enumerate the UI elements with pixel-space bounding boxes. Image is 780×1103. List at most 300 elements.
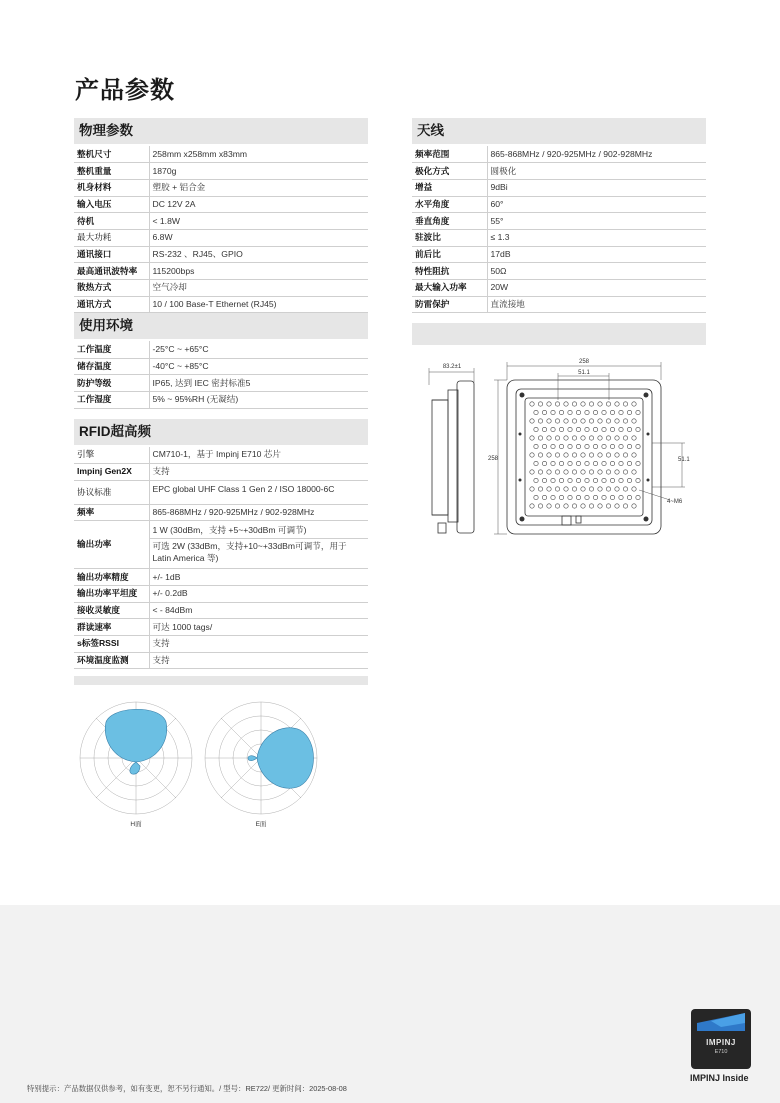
radome-dot bbox=[589, 419, 593, 423]
spec-row bbox=[74, 463, 368, 480]
radome-dot bbox=[564, 504, 568, 508]
radome-dot bbox=[619, 478, 623, 482]
radome-dot bbox=[606, 504, 610, 508]
spec-row bbox=[412, 246, 706, 263]
spec-value: 支持 bbox=[149, 652, 368, 669]
spec-value: +/- 0.2dB bbox=[149, 585, 368, 602]
spec-row bbox=[74, 652, 368, 669]
radome-dot bbox=[636, 410, 640, 414]
spec-row bbox=[74, 163, 368, 180]
radome-dot bbox=[627, 495, 631, 499]
spec-value: EPC global UHF Class 1 Gen 2 / ISO 18000-6C bbox=[149, 480, 368, 504]
radome-dot bbox=[602, 410, 606, 414]
spec-row bbox=[74, 391, 368, 408]
spec-value: ≤ 1.3 bbox=[487, 229, 706, 246]
spec-key: 特性阻抗 bbox=[412, 263, 487, 280]
radome-dot bbox=[534, 495, 538, 499]
h-plane-back-lobe bbox=[130, 762, 140, 774]
spec-row bbox=[412, 296, 706, 313]
radome-dot bbox=[585, 410, 589, 414]
radome-dot bbox=[547, 436, 551, 440]
radome-dot bbox=[593, 495, 597, 499]
radome-dot bbox=[636, 461, 640, 465]
radome-dot bbox=[576, 427, 580, 431]
spec-row bbox=[74, 480, 368, 504]
radome-dot bbox=[581, 402, 585, 406]
radome-dot bbox=[610, 495, 614, 499]
radome-dot bbox=[542, 461, 546, 465]
radome-dot bbox=[568, 461, 572, 465]
radome-dot bbox=[627, 461, 631, 465]
spec-row bbox=[412, 280, 706, 297]
radome-dot bbox=[627, 410, 631, 414]
radome-dot bbox=[615, 487, 619, 491]
radome-dot bbox=[585, 495, 589, 499]
radome-dot bbox=[547, 504, 551, 508]
radome-dot bbox=[564, 419, 568, 423]
spec-value: 6.8W bbox=[149, 229, 368, 246]
dim-depth-label: 83.2±1 bbox=[442, 364, 462, 370]
spec-key: 增益 bbox=[412, 179, 487, 196]
radome-dot bbox=[610, 444, 614, 448]
spec-key: 群读速率 bbox=[74, 619, 149, 636]
spec-key: 输出功率精度 bbox=[74, 569, 149, 586]
section-header-antenna: 天线 bbox=[412, 118, 706, 144]
radome-dot bbox=[576, 478, 580, 482]
radome-dot bbox=[530, 453, 534, 457]
spec-row bbox=[74, 229, 368, 246]
spec-row bbox=[74, 179, 368, 196]
spec-value: 10 / 100 Base-T Ethernet (RJ45) bbox=[149, 296, 368, 313]
spec-row bbox=[74, 504, 368, 521]
radome-dot bbox=[572, 470, 576, 474]
e-plane-main-lobe bbox=[257, 728, 314, 789]
section-header-rfid: RFID超高频 bbox=[74, 419, 368, 445]
radome-dot bbox=[623, 402, 627, 406]
radome-dot bbox=[547, 419, 551, 423]
radome-dot bbox=[585, 444, 589, 448]
radome-dot bbox=[551, 427, 555, 431]
radome-dot bbox=[610, 427, 614, 431]
spec-row bbox=[74, 196, 368, 213]
radome-dot bbox=[619, 461, 623, 465]
radome-dot bbox=[547, 470, 551, 474]
spec-row bbox=[74, 213, 368, 230]
spec-key: 散热方式 bbox=[74, 280, 149, 297]
h-plane-pattern bbox=[80, 702, 192, 814]
radome-dot bbox=[593, 478, 597, 482]
spec-key: 协议标准 bbox=[74, 480, 149, 504]
radome-dot bbox=[547, 402, 551, 406]
radome-dot bbox=[581, 453, 585, 457]
spec-value: 空气冷却 bbox=[149, 280, 368, 297]
spec-key: 输出功率 bbox=[74, 521, 149, 569]
radome-dot bbox=[627, 478, 631, 482]
dim-side-label: 51.1 bbox=[678, 457, 690, 463]
radome-dot bbox=[564, 402, 568, 406]
radome-dot bbox=[551, 410, 555, 414]
radome-dot bbox=[581, 436, 585, 440]
radome-dot bbox=[534, 410, 538, 414]
radome-dot bbox=[568, 410, 572, 414]
radome-dot bbox=[602, 495, 606, 499]
spec-key: 工作湿度 bbox=[74, 391, 149, 408]
radome-dot bbox=[623, 487, 627, 491]
spec-key: 最大输入功率 bbox=[412, 280, 487, 297]
radome-dot bbox=[534, 478, 538, 482]
radome-dot bbox=[632, 436, 636, 440]
spec-key: 输出功率平坦度 bbox=[74, 585, 149, 602]
radome-dot bbox=[589, 436, 593, 440]
radome-dot bbox=[593, 427, 597, 431]
radome-dot bbox=[602, 427, 606, 431]
spec-value: -40°C ~ +85°C bbox=[149, 358, 368, 375]
dim-height-label: 258 bbox=[488, 456, 499, 462]
radome-dot bbox=[606, 419, 610, 423]
radome-dot bbox=[559, 461, 563, 465]
spec-row bbox=[412, 229, 706, 246]
chip-caption: IMPINJ Inside bbox=[690, 1073, 749, 1083]
spec-row bbox=[74, 635, 368, 652]
h-plane-label: H面 bbox=[130, 821, 142, 828]
spec-key: 最高通讯波特率 bbox=[74, 263, 149, 280]
spec-key: 频率 bbox=[74, 504, 149, 521]
radome-dot bbox=[593, 461, 597, 465]
spec-key: 前后比 bbox=[412, 246, 487, 263]
spec-row bbox=[74, 146, 368, 163]
radome-dot bbox=[576, 444, 580, 448]
spec-key: 垂直角度 bbox=[412, 213, 487, 230]
radome-dot bbox=[572, 504, 576, 508]
radome-dot bbox=[636, 427, 640, 431]
radome-dot bbox=[559, 427, 563, 431]
radome-dot bbox=[581, 487, 585, 491]
rfid-spec-table bbox=[74, 447, 368, 670]
radome-dot bbox=[598, 504, 602, 508]
chip-model: E710 bbox=[714, 1049, 728, 1055]
radome-dot bbox=[542, 410, 546, 414]
radome-dot bbox=[572, 402, 576, 406]
spec-value: 圆极化 bbox=[487, 163, 706, 180]
radome-dot bbox=[623, 419, 627, 423]
radome-dot bbox=[632, 419, 636, 423]
radome-dot bbox=[632, 487, 636, 491]
radome-dot bbox=[598, 419, 602, 423]
spec-key: 驻波比 bbox=[412, 229, 487, 246]
radome-dot bbox=[572, 487, 576, 491]
radome-dot bbox=[598, 402, 602, 406]
spec-key: 输入电压 bbox=[74, 196, 149, 213]
h-plane-main-lobe bbox=[105, 709, 167, 762]
radome-dot bbox=[534, 461, 538, 465]
spec-row bbox=[74, 296, 368, 313]
radome-dot bbox=[538, 436, 542, 440]
spec-value: 865-868MHz / 920-925MHz / 902-928MHz bbox=[487, 146, 706, 163]
right-column bbox=[412, 118, 706, 345]
radome-dot bbox=[576, 495, 580, 499]
spec-row bbox=[74, 375, 368, 392]
radome-dot bbox=[547, 487, 551, 491]
antenna-spec-table bbox=[412, 146, 706, 313]
radome-dot bbox=[559, 444, 563, 448]
spec-key: 机身材料 bbox=[74, 179, 149, 196]
chip-blue-graphic bbox=[691, 1009, 751, 1033]
radome-dot bbox=[585, 478, 589, 482]
radome-dot bbox=[606, 436, 610, 440]
spec-row bbox=[74, 585, 368, 602]
radome-dot bbox=[615, 470, 619, 474]
radome-dot bbox=[564, 453, 568, 457]
radome-dot bbox=[602, 444, 606, 448]
spec-value: 5% ~ 95%RH (无凝结) bbox=[149, 391, 368, 408]
radome-dot bbox=[555, 453, 559, 457]
radome-dot bbox=[538, 402, 542, 406]
radome-dot bbox=[551, 495, 555, 499]
spec-row bbox=[74, 358, 368, 375]
spec-key: 整机尺寸 bbox=[74, 146, 149, 163]
chip-brand: IMPINJ bbox=[706, 1038, 736, 1047]
radome-dot bbox=[559, 410, 563, 414]
section-footer-bar bbox=[74, 676, 368, 685]
spec-value: 直流接地 bbox=[487, 296, 706, 313]
spec-value: 115200bps bbox=[149, 263, 368, 280]
radome-dot bbox=[615, 402, 619, 406]
spec-key: 通讯接口 bbox=[74, 246, 149, 263]
spec-row bbox=[412, 146, 706, 163]
spec-key: 防护等级 bbox=[74, 375, 149, 392]
impinj-chip-logo bbox=[691, 1009, 751, 1069]
spec-row bbox=[74, 246, 368, 263]
spec-value: +/- 1dB bbox=[149, 569, 368, 586]
radome-dot bbox=[602, 478, 606, 482]
section-header-environment: 使用环境 bbox=[74, 313, 368, 339]
radome-dot bbox=[589, 504, 593, 508]
spec-value: 1870g bbox=[149, 163, 368, 180]
spec-row bbox=[412, 163, 706, 180]
radome-dot bbox=[568, 478, 572, 482]
radome-dot bbox=[593, 410, 597, 414]
radome-dot bbox=[538, 470, 542, 474]
radome-dot bbox=[589, 402, 593, 406]
radome-dot bbox=[615, 436, 619, 440]
spec-key: 引擎 bbox=[74, 447, 149, 464]
radome-dot bbox=[615, 419, 619, 423]
output-power-optional: 可选 2W (33dBm，支持+10~+33dBm可调节，用于 Latin America 等) bbox=[152, 541, 347, 563]
spec-key: 接收灵敏度 bbox=[74, 602, 149, 619]
radome-dot bbox=[576, 461, 580, 465]
radome-dot bbox=[572, 436, 576, 440]
spec-row bbox=[412, 263, 706, 280]
e-plane-pattern bbox=[205, 702, 317, 814]
spec-row bbox=[74, 263, 368, 280]
radome-dot bbox=[598, 470, 602, 474]
radome-dot bbox=[589, 453, 593, 457]
radome-dot bbox=[530, 402, 534, 406]
spec-value: 20W bbox=[487, 280, 706, 297]
radome-dot bbox=[585, 427, 589, 431]
radome-dot bbox=[547, 453, 551, 457]
radome-dot bbox=[542, 478, 546, 482]
spec-value: DC 12V 2A bbox=[149, 196, 368, 213]
radome-dot bbox=[593, 444, 597, 448]
radome-dot bbox=[623, 436, 627, 440]
front-dimension-lines bbox=[494, 362, 685, 534]
radome-dot bbox=[568, 444, 572, 448]
radome-dot bbox=[623, 504, 627, 508]
spec-key: 最大功耗 bbox=[74, 229, 149, 246]
radome-dot bbox=[636, 478, 640, 482]
radome-dot bbox=[530, 504, 534, 508]
footer-note: 特别提示：产品数据仅供参考，如有变更，恕不另行通知。/ 型号：RE722/ 更新时间：2025-08-08 bbox=[27, 1084, 347, 1093]
spec-key: 整机重量 bbox=[74, 163, 149, 180]
radome-dot bbox=[610, 461, 614, 465]
spec-value: 865-868MHz / 920-925MHz / 902-928MHz bbox=[149, 504, 368, 521]
hole-spec-label: 4~M6 bbox=[667, 499, 683, 505]
bottom-connectors bbox=[562, 516, 581, 525]
dimension-drawing bbox=[412, 340, 706, 570]
spec-row bbox=[412, 213, 706, 230]
radome-dot bbox=[564, 487, 568, 491]
spec-row bbox=[74, 447, 368, 464]
radome-dot bbox=[632, 453, 636, 457]
page-title: 产品参数 bbox=[75, 77, 175, 104]
spec-key: 水平角度 bbox=[412, 196, 487, 213]
radome-dot bbox=[530, 419, 534, 423]
radome-dot bbox=[555, 487, 559, 491]
radome-dot bbox=[555, 504, 559, 508]
spec-value: 支持 bbox=[149, 463, 368, 480]
radome-dot bbox=[636, 444, 640, 448]
spec-value: 支持 bbox=[149, 635, 368, 652]
radome-dot bbox=[589, 487, 593, 491]
radome-dot bbox=[551, 478, 555, 482]
radome-dot bbox=[568, 427, 572, 431]
radome-dot bbox=[534, 427, 538, 431]
radome-dot bbox=[606, 402, 610, 406]
side-view bbox=[432, 381, 474, 533]
spec-key: 工作温度 bbox=[74, 341, 149, 358]
spec-row bbox=[412, 179, 706, 196]
spec-row bbox=[74, 569, 368, 586]
radome-dot bbox=[555, 436, 559, 440]
radome-dot bbox=[598, 453, 602, 457]
radome-dot bbox=[615, 453, 619, 457]
radome-dot bbox=[551, 444, 555, 448]
dim-inner-label: 51.1 bbox=[578, 370, 590, 376]
radome-dot bbox=[581, 470, 585, 474]
radome-dot bbox=[568, 495, 572, 499]
radome-dot bbox=[559, 478, 563, 482]
spec-key: s标签RSSI bbox=[74, 635, 149, 652]
radome-dot bbox=[538, 487, 542, 491]
radome-dot bbox=[632, 504, 636, 508]
radome-dot bbox=[598, 487, 602, 491]
radome-dot bbox=[555, 470, 559, 474]
spec-row bbox=[412, 196, 706, 213]
radome-dot bbox=[572, 419, 576, 423]
radome-dot bbox=[559, 495, 563, 499]
spec-value: IP65, 达到 IEC 密封标准5 bbox=[149, 375, 368, 392]
spec-key: 储存温度 bbox=[74, 358, 149, 375]
e-plane-back-lobe bbox=[248, 756, 257, 761]
section-header-physical: 物理参数 bbox=[74, 118, 368, 144]
spec-value bbox=[149, 521, 368, 569]
spec-key: 待机 bbox=[74, 213, 149, 230]
spec-value: 55° bbox=[487, 213, 706, 230]
spec-value: 258mm x258mm x83mm bbox=[149, 146, 368, 163]
radome-dot bbox=[589, 470, 593, 474]
radome-dot bbox=[602, 461, 606, 465]
spec-value: 可达 1000 tags/ bbox=[149, 619, 368, 636]
spec-value: CM710-1，基于 Impinj E710 芯片 bbox=[149, 447, 368, 464]
spec-key: 通讯方式 bbox=[74, 296, 149, 313]
spec-key: 频率范围 bbox=[412, 146, 487, 163]
spec-row bbox=[74, 341, 368, 358]
radome-dot bbox=[572, 453, 576, 457]
spec-row bbox=[74, 521, 368, 569]
spec-value: 60° bbox=[487, 196, 706, 213]
radome-dot bbox=[555, 419, 559, 423]
environment-spec-table bbox=[74, 341, 368, 408]
radome-dot bbox=[636, 495, 640, 499]
footer-band bbox=[0, 905, 780, 1103]
radome-dot bbox=[623, 453, 627, 457]
spec-value: 塑胶 + 铝合金 bbox=[149, 179, 368, 196]
spec-value: < 1.8W bbox=[149, 213, 368, 230]
radome-dot bbox=[538, 419, 542, 423]
radome-dot bbox=[542, 444, 546, 448]
left-column bbox=[74, 118, 368, 685]
radome-dot bbox=[610, 410, 614, 414]
spec-value: 9dBi bbox=[487, 179, 706, 196]
radome-dot bbox=[619, 427, 623, 431]
radome-dot bbox=[530, 487, 534, 491]
radome-dot bbox=[619, 495, 623, 499]
radome-dot bbox=[551, 461, 555, 465]
radome-dot bbox=[581, 504, 585, 508]
radome-dot bbox=[619, 410, 623, 414]
spec-value: RS-232 、RJ45、GPIO bbox=[149, 246, 368, 263]
spec-row bbox=[74, 602, 368, 619]
radome-dot bbox=[606, 453, 610, 457]
radome-dot bbox=[585, 461, 589, 465]
radome-dot bbox=[606, 487, 610, 491]
radome-dot bbox=[538, 453, 542, 457]
spec-key: Impinj Gen2X bbox=[74, 463, 149, 480]
radome-dot bbox=[534, 444, 538, 448]
radome-dot bbox=[627, 444, 631, 448]
spec-key: 极化方式 bbox=[412, 163, 487, 180]
radome-dot bbox=[530, 436, 534, 440]
radome-dot-grid bbox=[530, 402, 640, 508]
radome-dot bbox=[576, 410, 580, 414]
spec-value: -25°C ~ +65°C bbox=[149, 341, 368, 358]
output-power-standard: 1 W (30dBm，支持 +5~+30dBm 可调节) bbox=[150, 523, 369, 539]
radiation-patterns-svg bbox=[74, 700, 324, 830]
radome-dot bbox=[581, 419, 585, 423]
radome-dot bbox=[542, 495, 546, 499]
radome-dot bbox=[564, 470, 568, 474]
radiation-patterns bbox=[74, 700, 324, 830]
radome-dot bbox=[555, 402, 559, 406]
radome-dot bbox=[610, 478, 614, 482]
radome-dot bbox=[538, 504, 542, 508]
radome-dot bbox=[615, 504, 619, 508]
spec-value: 50Ω bbox=[487, 263, 706, 280]
spec-key: 防雷保护 bbox=[412, 296, 487, 313]
depth-dimension-line bbox=[429, 368, 474, 385]
dimension-drawing-svg bbox=[412, 340, 706, 570]
